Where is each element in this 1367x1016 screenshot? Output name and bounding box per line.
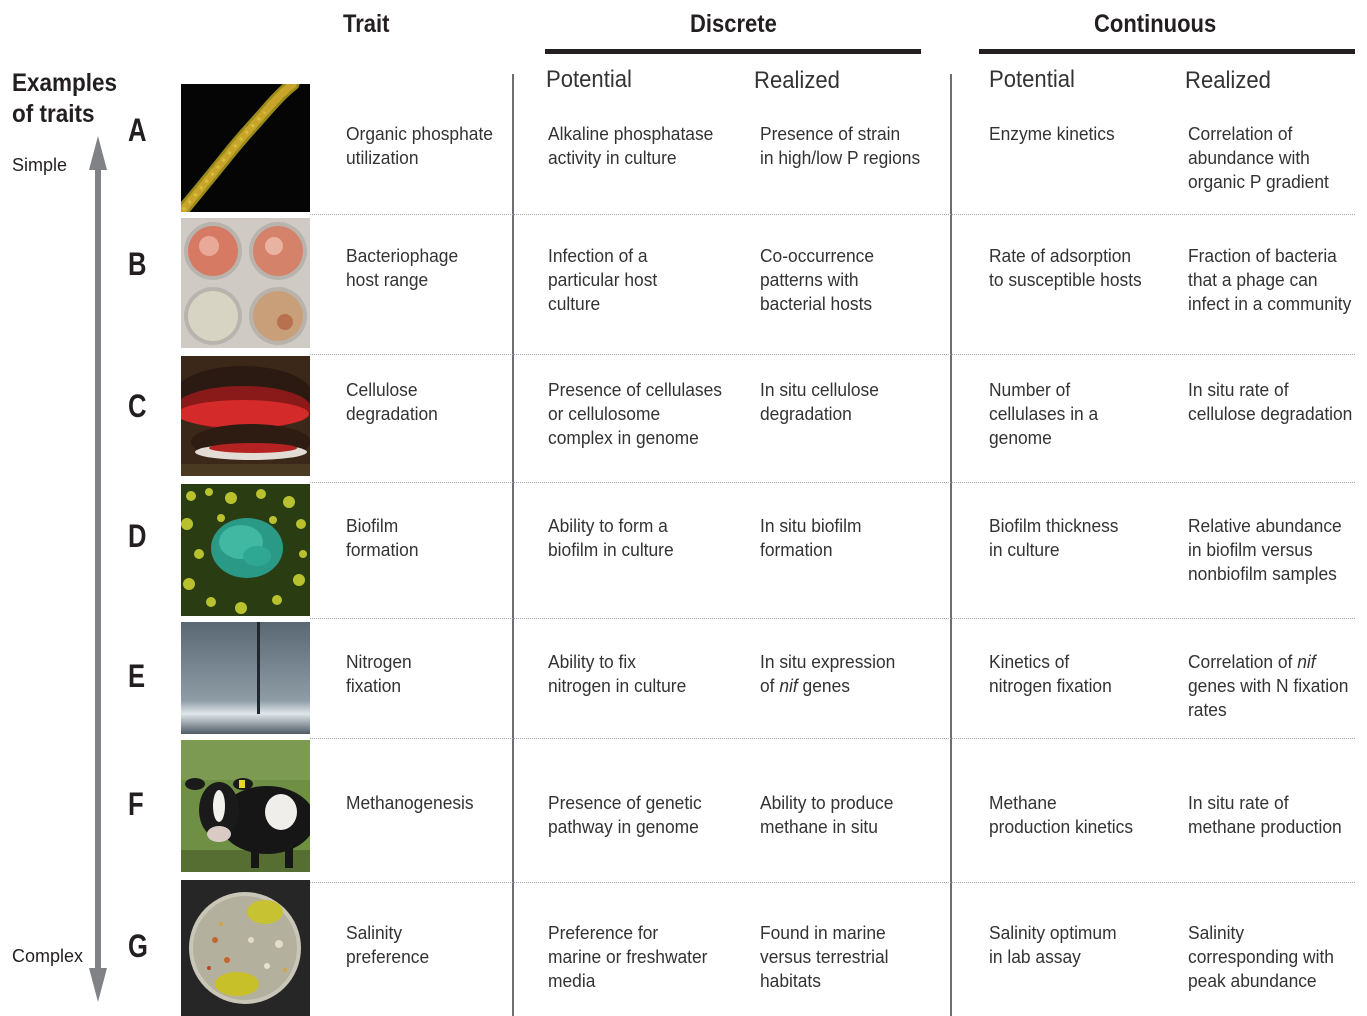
row-letter-f: F bbox=[128, 786, 144, 822]
row-letter-b: B bbox=[128, 246, 147, 282]
cell-line: host range bbox=[346, 269, 429, 290]
row-separator bbox=[310, 738, 1355, 739]
continuous-realized-g bbox=[1188, 921, 1334, 993]
trait-a-line: utilization bbox=[346, 147, 419, 168]
trait-b bbox=[346, 244, 458, 292]
cell-line: Salinity optimum bbox=[989, 922, 1117, 943]
axis-label-complex: Complex bbox=[12, 946, 84, 966]
row-letter-e: E bbox=[128, 658, 146, 694]
cell-line: that a phage can bbox=[1188, 269, 1318, 290]
axis-label-simple: Simple bbox=[12, 155, 68, 175]
continuous-potential-b bbox=[989, 244, 1142, 292]
header-discrete: Discrete bbox=[690, 10, 777, 38]
cell-line: in culture bbox=[989, 539, 1060, 560]
thumbnail-d bbox=[181, 484, 310, 616]
cell-line: activity in culture bbox=[548, 147, 677, 168]
cell-line: In situ cellulose bbox=[760, 379, 879, 400]
examples-title-line1: Examples bbox=[12, 69, 118, 97]
cell-line: Relative abundance bbox=[1188, 515, 1342, 536]
cell-line: patterns with bbox=[760, 269, 859, 290]
row-letter-c: C bbox=[128, 388, 147, 424]
subheader-continuous-realized: Realized bbox=[1185, 67, 1271, 94]
cell-line: genome bbox=[989, 427, 1052, 448]
cell-line: versus terrestrial bbox=[760, 946, 889, 967]
arrow-down-icon bbox=[89, 968, 107, 1002]
cell-line: Salinity bbox=[1188, 922, 1245, 943]
cell-line: rates bbox=[1188, 699, 1227, 720]
petri-dish-image bbox=[181, 880, 310, 1016]
continuous-realized-f bbox=[1188, 791, 1342, 839]
cell-line: biofilm in culture bbox=[548, 539, 674, 560]
cell-line: preference bbox=[346, 946, 430, 967]
cell-line: marine or freshwater bbox=[548, 946, 708, 967]
cell-line: Co-occurrence bbox=[760, 245, 875, 266]
cell-line: Kinetics of bbox=[989, 651, 1070, 672]
cell-line: degradation bbox=[760, 403, 852, 424]
discrete-realized-d bbox=[760, 514, 861, 562]
discrete-header-rule bbox=[545, 49, 921, 54]
thumbnail-b bbox=[181, 218, 310, 348]
cell-line: peak abundance bbox=[1188, 970, 1317, 991]
trait-f bbox=[346, 791, 474, 815]
cell-line: Cellulose bbox=[346, 379, 418, 400]
thumbnail-a bbox=[181, 84, 310, 212]
cell-line: formation bbox=[346, 539, 419, 560]
continuous-potential-d bbox=[989, 514, 1118, 562]
cell-line: abundance with bbox=[1188, 147, 1310, 168]
biofilm-image bbox=[181, 484, 310, 616]
continuous-realized-d bbox=[1188, 514, 1342, 586]
cell-line: Biofilm thickness bbox=[989, 515, 1119, 536]
thumbnail-g bbox=[181, 880, 310, 1016]
cell-line: degradation bbox=[346, 403, 438, 424]
trait-g bbox=[346, 921, 429, 969]
discrete-potential-f bbox=[548, 791, 702, 839]
row-separator bbox=[310, 214, 1355, 215]
cell-line: In situ expression bbox=[760, 651, 896, 672]
cell-line: Ability to form a bbox=[548, 515, 668, 536]
cell-line: methane in situ bbox=[760, 816, 878, 837]
cell-line: Biofilm bbox=[346, 515, 399, 536]
row-letter-d: D bbox=[128, 518, 147, 554]
header-continuous: Continuous bbox=[1094, 10, 1217, 38]
cell-line: in biofilm versus bbox=[1188, 539, 1313, 560]
cell-line: Methanogenesis bbox=[346, 792, 474, 813]
cell-line: Fraction of bacteria bbox=[1188, 245, 1337, 266]
discrete-potential-a bbox=[548, 122, 713, 170]
thread-organism-image bbox=[181, 84, 310, 212]
cell-line: media bbox=[548, 970, 596, 991]
cell-line: Salinity bbox=[346, 922, 403, 943]
discrete-realized-b bbox=[760, 244, 874, 316]
cell-line: corresponding with bbox=[1188, 946, 1334, 967]
continuous-realized-e bbox=[1188, 650, 1348, 722]
cell-line: nitrogen in culture bbox=[548, 675, 687, 696]
trait-c bbox=[346, 378, 438, 426]
cell-line: Rate of adsorption bbox=[989, 245, 1132, 266]
discrete-realized-c bbox=[760, 378, 879, 426]
discrete-realized-e bbox=[760, 650, 895, 698]
subheader-discrete-realized: Realized bbox=[754, 67, 840, 94]
trait-e bbox=[346, 650, 412, 698]
row-separator bbox=[310, 618, 1355, 619]
discrete-potential-d bbox=[548, 514, 674, 562]
filament-closeup-image bbox=[181, 622, 310, 734]
discrete-realized-a bbox=[760, 122, 920, 170]
well-plate-image bbox=[181, 218, 310, 348]
trait-d bbox=[346, 514, 418, 562]
complexity-arrow bbox=[86, 136, 110, 1004]
cell-line: bacterial hosts bbox=[760, 293, 873, 314]
cell-line: Number of bbox=[989, 379, 1071, 400]
cell-line: cellulases in a bbox=[989, 403, 1099, 424]
cell-line: genes with N fixation bbox=[1188, 675, 1349, 696]
cell-line: In situ biofilm bbox=[760, 515, 862, 536]
cell-line: Correlation of nif bbox=[1188, 651, 1316, 672]
continuous-potential-f bbox=[989, 791, 1133, 839]
cell-line: Alkaline phosphatase bbox=[548, 123, 714, 144]
cell-line: Preference for bbox=[548, 922, 659, 943]
cell-line: Methane bbox=[989, 792, 1057, 813]
cell-line: methane production bbox=[1188, 816, 1342, 837]
thumbnail-f bbox=[181, 740, 310, 872]
cell-line: In situ rate of bbox=[1188, 379, 1289, 400]
cell-line: in high/low P regions bbox=[760, 147, 921, 168]
subheader-discrete-potential: Potential bbox=[546, 66, 632, 93]
cell-line: Nitrogen bbox=[346, 651, 412, 672]
discrete-realized-g bbox=[760, 921, 889, 993]
row-letter-a: A bbox=[128, 112, 147, 148]
cell-line: organic P gradient bbox=[1188, 171, 1329, 192]
cell-line: Presence of genetic bbox=[548, 792, 702, 813]
cell-line: Infection of a bbox=[548, 245, 648, 266]
cell-line: Presence of cellulases bbox=[548, 379, 723, 400]
cell-line: particular host bbox=[548, 269, 658, 290]
arrow-up-icon bbox=[89, 136, 107, 170]
cell-line: in lab assay bbox=[989, 946, 1081, 967]
cell-line: Presence of strain bbox=[760, 123, 901, 144]
row-separator bbox=[310, 482, 1355, 483]
subheader-continuous-potential: Potential bbox=[989, 66, 1075, 93]
discrete-potential-g bbox=[548, 921, 707, 993]
header-trait: Trait bbox=[343, 10, 390, 38]
cell-line: nitrogen fixation bbox=[989, 675, 1112, 696]
cell-line: formation bbox=[760, 539, 833, 560]
cell-line: culture bbox=[548, 293, 601, 314]
continuous-realized-a bbox=[1188, 122, 1329, 194]
row-letter-g: G bbox=[128, 928, 148, 964]
cell-line: of nif genes bbox=[760, 675, 850, 696]
cell-line: pathway in genome bbox=[548, 816, 699, 837]
trait-a-line: Organic phosphate bbox=[346, 123, 493, 144]
cell-line: habitats bbox=[760, 970, 821, 991]
continuous-divider bbox=[950, 74, 952, 1016]
continuous-potential-e bbox=[989, 650, 1112, 698]
cell-line: Bacteriophage bbox=[346, 245, 459, 266]
row-separator bbox=[310, 354, 1355, 355]
discrete-potential-c bbox=[548, 378, 722, 450]
cell-line: fixation bbox=[346, 675, 402, 696]
discrete-realized-f bbox=[760, 791, 893, 839]
cell-line: cellulose degradation bbox=[1188, 403, 1353, 424]
cell-line: Ability to fix bbox=[548, 651, 636, 672]
cell-line: In situ rate of bbox=[1188, 792, 1289, 813]
cell-line: Enzyme kinetics bbox=[989, 123, 1115, 144]
discrete-potential-b bbox=[548, 244, 657, 316]
discrete-potential-e bbox=[548, 650, 686, 698]
row-separator bbox=[310, 882, 1355, 883]
thumbnail-c bbox=[181, 356, 310, 476]
examples-title-line2: of traits bbox=[12, 100, 95, 128]
cow-image bbox=[181, 740, 310, 872]
examples-title bbox=[12, 68, 117, 130]
cell-line: or cellulosome bbox=[548, 403, 661, 424]
cell-line: Correlation of bbox=[1188, 123, 1293, 144]
cell-line: nonbiofilm samples bbox=[1188, 563, 1337, 584]
continuous-realized-b bbox=[1188, 244, 1351, 316]
thumbnail-e bbox=[181, 622, 310, 734]
cell-line: Found in marine bbox=[760, 922, 886, 943]
cell-line: infect in a community bbox=[1188, 293, 1352, 314]
continuous-potential-c bbox=[989, 378, 1098, 450]
cell-line: complex in genome bbox=[548, 427, 699, 448]
continuous-potential-g bbox=[989, 921, 1117, 969]
continuous-realized-c bbox=[1188, 378, 1352, 426]
continuous-header-rule bbox=[979, 49, 1355, 54]
discrete-divider bbox=[512, 74, 514, 1016]
continuous-potential-a bbox=[989, 122, 1115, 146]
cell-line: production kinetics bbox=[989, 816, 1134, 837]
cell-line: to susceptible hosts bbox=[989, 269, 1142, 290]
trait-a bbox=[346, 122, 493, 170]
cell-line: Ability to produce bbox=[760, 792, 894, 813]
bracket-fungus-image bbox=[181, 356, 310, 476]
